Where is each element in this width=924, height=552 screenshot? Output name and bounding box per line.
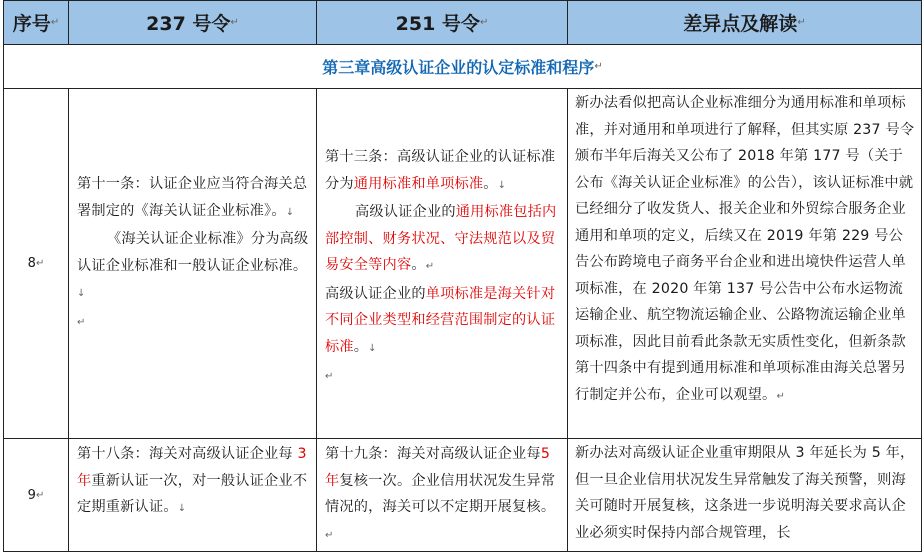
paragraph: 第十一条：认证企业应当符合海关总署制定的《海关认证企业标准》。↓ bbox=[77, 176, 308, 219]
paragraph: 第十三条：高级认证企业的认证标准分为通用标准和单项标准。↓ bbox=[325, 149, 556, 192]
row-index: 8 ↵ bbox=[3, 88, 69, 439]
row-index: 9 ↵ bbox=[3, 438, 69, 552]
header-order-237: 237 号令 ↵ bbox=[68, 0, 317, 45]
paragraph: 《海关认证企业标准》分为高级认证企业标准和一般认证企业标准。↓ bbox=[77, 231, 309, 299]
paragraph: 高级认证企业的通用标准包括内部控制、财务状况、守法规范以及贸易安全等内容。↵ bbox=[325, 204, 557, 273]
table-row bbox=[3, 438, 922, 552]
chapter-title: 第三章高级认证企业的认定标准和程序 ↵ bbox=[3, 44, 922, 89]
header-row bbox=[3, 0, 922, 45]
cell-order-251: 第十三条：高级认证企业的认证标准分为通用标准和单项标准。↓ 高级认证企业的通用标准包括内部控制、财务状况、守法规范以及贸易安全等内容。↵ 高级认证企业的单项标准是海关针对不同企业类型和经营范围制定的认证标准。↓ ↵ bbox=[316, 88, 568, 439]
cell-diff: 新办法对高级认证企业重审期限从 3 年延长为 5 年，但一旦企业信用状况发生异常触发了海关预警，则海关可随时开展复核，这条进一步说明海关要求高认企业必须实时保持内部合规管理，长 bbox=[567, 438, 922, 552]
cell-order-237: 第十一条：认证企业应当符合海关总署制定的《海关认证企业标准》。↓ 《海关认证企业标准》分为高级认证企业标准和一般认证企业标准。↓ ↵ bbox=[68, 88, 317, 439]
header-order-251: 251 号令 ↵ bbox=[316, 0, 568, 45]
cell-order-237: 第十八条：海关对高级认证企业每 3 年重新认证一次，对一般认证企业不定期重新认证。↓ bbox=[68, 438, 317, 552]
cell-order-251: 第十九条：海关对高级认证企业每5 年复核一次。企业信用状况发生异常情况的，海关可以不定期开展复核。↵ bbox=[316, 438, 568, 552]
comparison-table bbox=[3, 0, 922, 552]
chapter-row bbox=[3, 44, 922, 89]
cell-diff: 新办法看似把高认企业标准细分为通用标准和单项标准，并对通用和单项进行了解释，但其实原 237 号令颁布半年后海关又公布了 2018 年第 177 号（关于公布《海关认证企业标准》的公告），该认证标准中就已经细分了收发货人、报关企业和外贸综合服务企业通用和单项的定义，后续又在 2019 年第 229 号公告公布跨境电子商务平台企业和进出境快件运营人单项标准，在 2020 年第 137 号公告中公布水运物流运输企业、航空物流运输企业、公路物流运输企业单项标准，因此目前看此条款无实质性变化，但新条款第十四条中有提到通用标准和单项标准由海关总署另行制定并公布，企业可以观望。↵ bbox=[567, 88, 922, 439]
paragraph: 高级认证企业的单项标准是海关针对不同企业类型和经营范围制定的认证标准。↓ bbox=[325, 285, 556, 355]
table-row bbox=[3, 88, 922, 439]
header-index: 序号 ↵ bbox=[3, 0, 69, 45]
header-diff: 差异点及解读 ↵ bbox=[567, 0, 922, 45]
